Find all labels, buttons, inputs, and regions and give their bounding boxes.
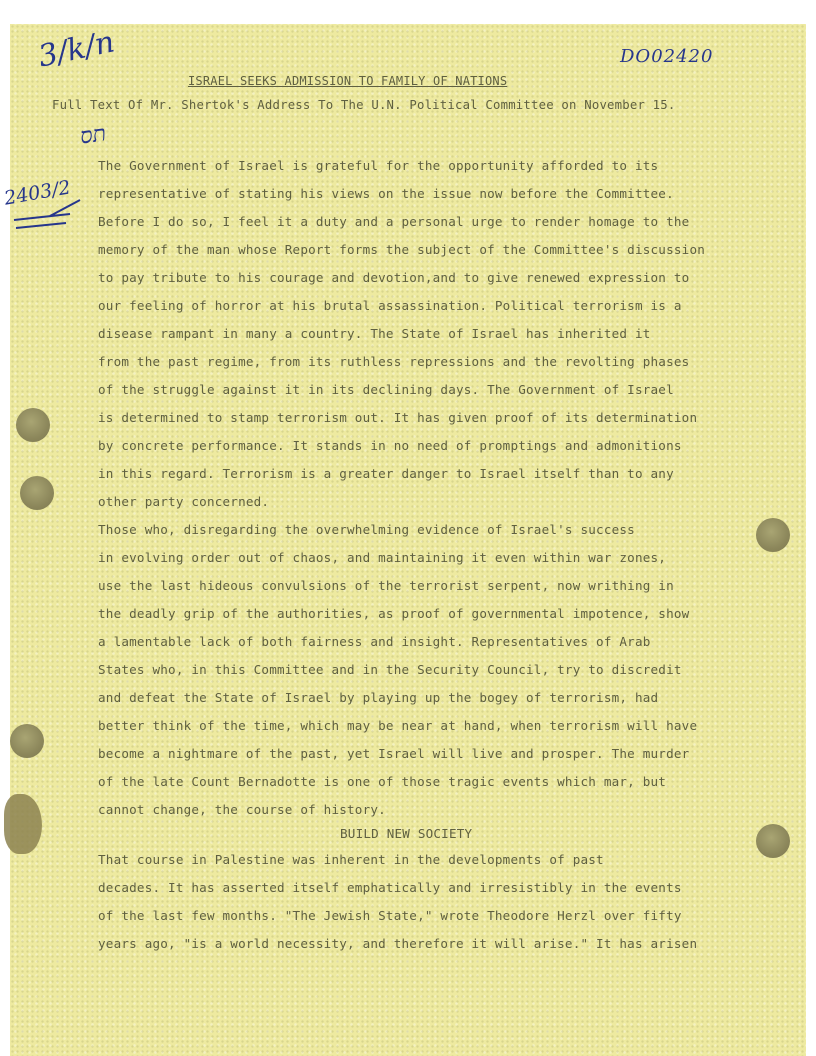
text-line: is determined to stamp terrorism out. It has given proof of its determination (98, 410, 698, 425)
punch-hole (756, 824, 790, 858)
text-line: of the late Count Bernadotte is one of those tragic events which mar, but (98, 774, 667, 789)
text-line: in evolving order out of chaos, and maintaining it even within war zones, (98, 550, 667, 565)
text-line: to pay tribute to his courage and devotion,and to give renewed expression to (98, 270, 690, 285)
handwritten-hebrew-note: תס (78, 121, 108, 150)
handwritten-margin-number: 2403/2 (2, 176, 73, 210)
text-line: of the last few months. "The Jewish State," wrote Theodore Herzl over fifty (98, 908, 682, 923)
text-line: decades. It has asserted itself emphatically and irresistibly in the events (98, 880, 682, 895)
text-line: in this regard. Terrorism is a greater danger to Israel itself than to any (98, 466, 674, 481)
document-title: ISRAEL SEEKS ADMISSION TO FAMILY OF NATIONS (188, 74, 508, 88)
text-line: by concrete performance. It stands in no need of promptings and admonitions (98, 438, 682, 453)
text-line: disease rampant in many a country. The State of Israel has inherited it (98, 326, 651, 341)
text-line: of the struggle against it in its declining days. The Government of Israel (98, 382, 674, 397)
handwritten-note-top-left: 3/k/n (35, 24, 118, 75)
handwritten-doc-number: DO02420 (620, 46, 714, 67)
text-line: other party concerned. (98, 494, 270, 509)
text-line: States who, in this Committee and in the Security Council, try to discredit (98, 662, 682, 677)
text-line: The Government of Israel is grateful for the opportunity afforded to its (98, 158, 659, 173)
punch-hole (756, 518, 790, 552)
paper-stain (4, 794, 42, 854)
document-page (2, 24, 806, 1056)
text-line: representative of stating his views on the issue now before the Committee. (98, 186, 674, 201)
text-line: memory of the man whose Report forms the subject of the Committee's discussion (98, 242, 706, 257)
punch-hole (16, 408, 50, 442)
text-line: cannot change, the course of history. (98, 802, 386, 817)
text-line: Before I do so, I feel it a duty and a personal urge to render homage to the (98, 214, 690, 229)
punch-hole (10, 724, 44, 758)
text-line: become a nightmare of the past, yet Israel will live and prosper. The murder (98, 746, 690, 761)
text-line: use the last hideous convulsions of the terrorist serpent, now writhing in (98, 578, 674, 593)
section-heading: BUILD NEW SOCIETY (340, 826, 473, 841)
text-line: our feeling of horror at his brutal assassination. Political terrorism is a (98, 298, 682, 313)
text-line: the deadly grip of the authorities, as proof of governmental impotence, show (98, 606, 690, 621)
text-line: years ago, "is a world necessity, and therefore it will arise." It has arisen (98, 936, 698, 951)
text-line: That course in Palestine was inherent in the developments of past (98, 852, 604, 867)
text-line: a lamentable lack of both fairness and insight. Representatives of Arab (98, 634, 651, 649)
text-line: and defeat the State of Israel by playing up the bogey of terrorism, had (98, 690, 659, 705)
handwritten-underline-mark (10, 204, 90, 234)
document-subtitle: Full Text Of Mr. Shertok's Address To The U.N. Political Committee on November 15. (52, 98, 676, 112)
text-line: better think of the time, which may be near at hand, when terrorism will have (98, 718, 698, 733)
text-line: Those who, disregarding the overwhelming evidence of Israel's success (98, 522, 635, 537)
text-line: from the past regime, from its ruthless repressions and the revolting phases (98, 354, 690, 369)
punch-hole (20, 476, 54, 510)
